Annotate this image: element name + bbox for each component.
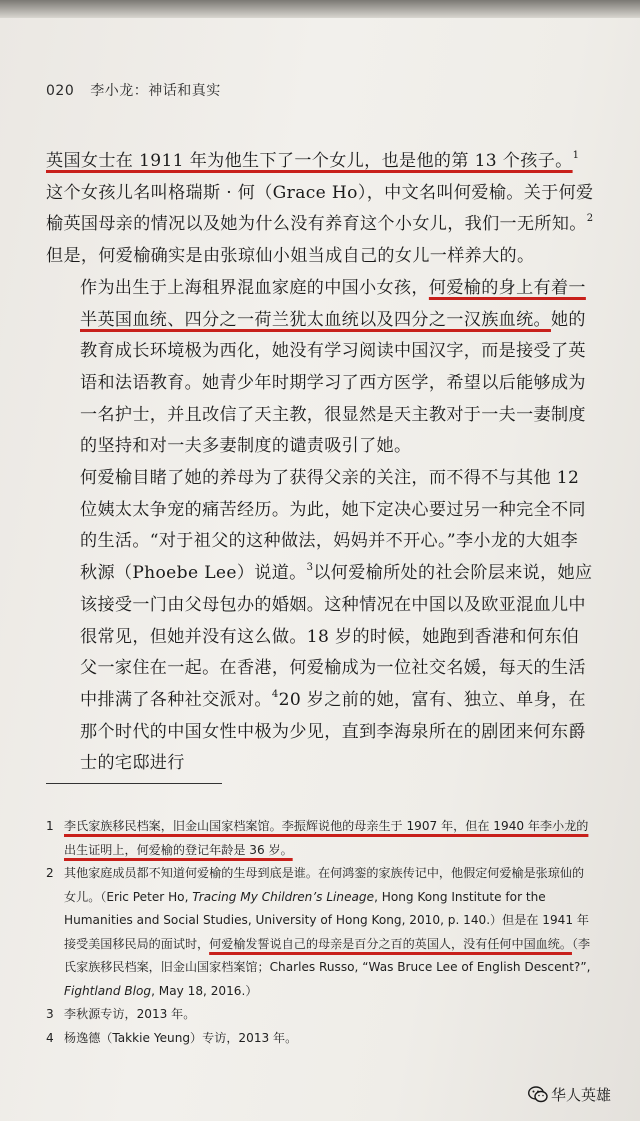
body-paragraph xyxy=(46,146,594,273)
underlined-text: 何爱榆发誓说自己的母亲是百分之百的英国人，没有任何中国血统。 xyxy=(209,936,572,951)
text-run: 何爱榆目睹了她的养母为了获得父亲的关注，而不得不与其他 12 位姨太太争宠的痛苦经历。为此，她下定决心要过另一种完全不同的生活。“对于祖父的这种做法，妈妈并不开心。”李小龙的大姐李秋源（Phoebe Lee）说道。 xyxy=(80,468,586,584)
text-run: 杨逸德（Takkie Yeung）专访，2013 年。 xyxy=(64,1030,298,1045)
footnote-ref: 1 xyxy=(572,150,580,161)
page-top-edge xyxy=(0,0,640,18)
text-run: 作为出生于上海租界混血家庭的中国小女孩， xyxy=(80,277,429,298)
footnote-number: 4 xyxy=(46,1030,54,1045)
footnote-number: 2 xyxy=(46,866,54,880)
footnote-text xyxy=(64,1027,594,1051)
text-run: 其他家庭成员都不知道何爱榆的生母到底是谁。在何鸿銮的家族传记中，他假定何爱榆是张琼仙的女儿。（Eric Peter Ho, xyxy=(64,866,585,904)
footnote xyxy=(46,862,594,1003)
footnote-text xyxy=(64,862,594,1003)
watermark-label: 华人英雄 xyxy=(551,1086,612,1104)
footnote xyxy=(46,1003,594,1027)
footnote-number: 3 xyxy=(46,1007,54,1021)
footnote-number: 1 xyxy=(46,819,54,833)
footnote-ref: 3 xyxy=(306,562,314,574)
footnote-text xyxy=(64,1003,594,1027)
text-run: （李氏家族移民档案，旧金山国家档案馆；Charles Russo, “Was Bruce Lee of English Descent?”, xyxy=(64,936,591,974)
page-number: 020 xyxy=(46,83,75,99)
italic-title: Fightland Blog xyxy=(64,983,152,998)
footnote-text xyxy=(64,815,594,862)
footnote-rule xyxy=(46,783,222,784)
text-run: , May 18, 2016.） xyxy=(151,983,258,998)
italic-title: Tracing My Children’s Lineage xyxy=(192,889,375,904)
running-header xyxy=(46,80,221,100)
footnote-ref: 2 xyxy=(586,213,594,225)
text-run: 20 岁之前的她，富有、独立、单身，在那个时代的中国女性中极为少见，直到李海泉所在的剧团来何东爵士的宅邸进行 xyxy=(80,689,586,774)
underlined-text: 何爱榆的身上有着一半英国血统、四分之一荷兰犹太血统以及四分之一汉族血统。 xyxy=(80,277,586,330)
underlined-text: 英国女士在 1911 年为他生下了一个女儿，也是他的第 13 个孩子。 xyxy=(46,151,573,171)
underlined-text: 李氏家族移民档案，旧金山国家档案馆。李振辉说他的母亲生于 1907 年，但在 1940 年李小龙的出生证明上，何爱榆的登记年龄是 36 岁。 xyxy=(64,819,589,857)
footnote xyxy=(46,815,594,862)
body-paragraph xyxy=(46,463,594,780)
footnote-ref: 4 xyxy=(271,688,279,700)
text-run: 李秋源专访，2013 年。 xyxy=(64,1007,196,1021)
footnotes xyxy=(46,815,594,1050)
body-text xyxy=(46,146,594,780)
watermark xyxy=(528,1084,611,1105)
text-run: , Hong Kong Institute for the Humanities and Social Studies, University of Hong Kong, 2010, p. 140.）但是在 1941 年接受美国移民局的面试时， xyxy=(64,889,589,951)
text-run: 这个女孩儿名叫格瑞斯 · 何（Grace Ho），中文名叫何爱榆。关于何爱榆英国母亲的情况以及她为什么没有养育这个小女儿，我们一无所知。 xyxy=(46,182,594,235)
running-title: 李小龙：神话和真实 xyxy=(90,83,221,99)
text-run: 但是，何爱榆确实是由张琼仙小姐当成自己的女儿一样养大的。 xyxy=(46,246,535,267)
body-paragraph xyxy=(46,273,594,463)
footnote xyxy=(46,1027,594,1051)
text-run: 以何爱榆所处的社会阶层来说，她应该接受一门由父母包办的婚姻。这种情况在中国以及欧亚混血儿中很常见，但她并没有这么做。18 岁的时候，她跑到香港和何东伯父一家住在一起。在香港，何爱榆成为一位社交名媛，每天的生活中排满了各种社交派对。 xyxy=(80,563,593,710)
text-run: 她的教育成长环境极为西化，她没有学习阅读中国汉字，而是接受了英语和法语教育。她青少年时期学习了西方医学，希望以后能够成为一名护士，并且改信了天主教，很显然是天主教对于一夫一妻制度的坚持和对一夫多妻制度的谴责吸引了她。 xyxy=(80,309,586,457)
wechat-icon xyxy=(528,1086,548,1103)
